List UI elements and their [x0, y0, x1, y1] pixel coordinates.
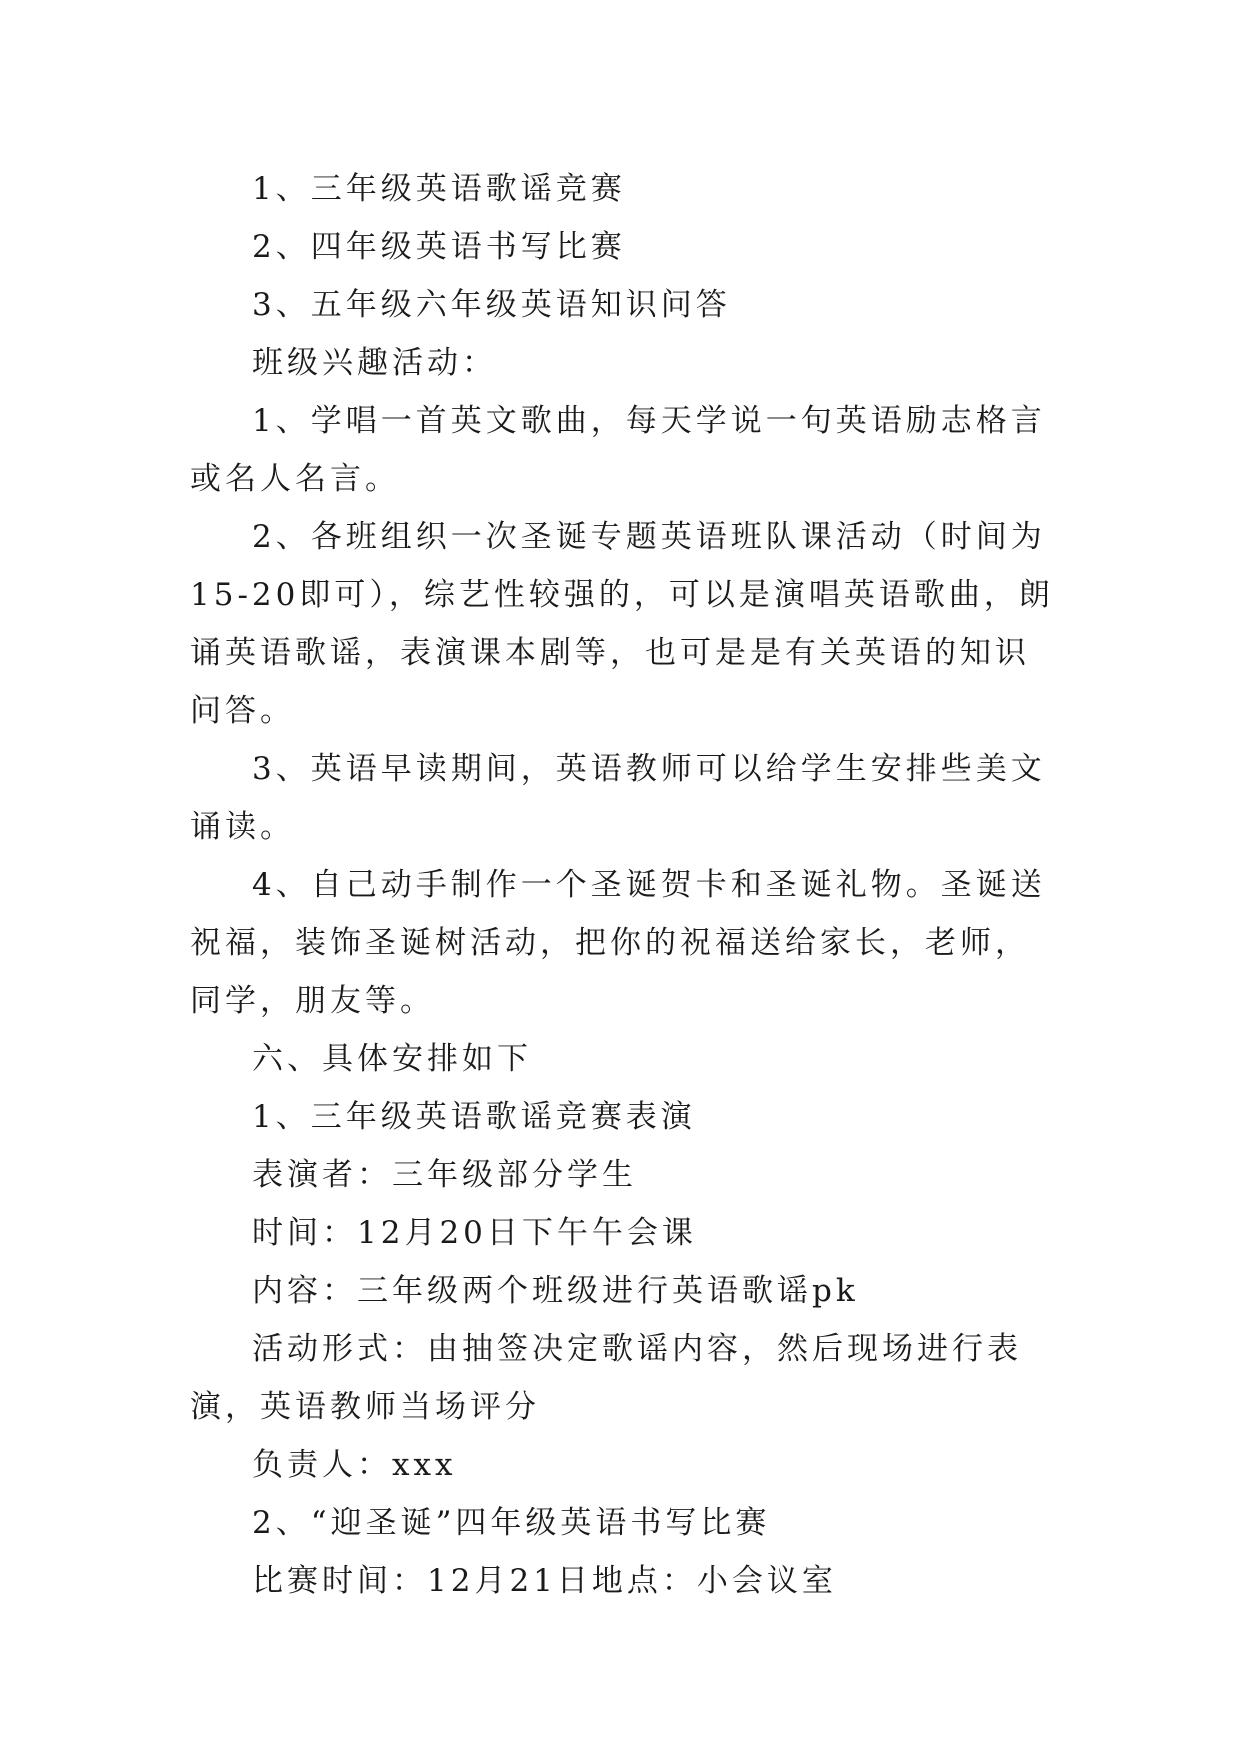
paragraph: 内容：三年级两个班级进行英语歌谣pk: [252, 1273, 859, 1309]
paragraph: 1、三年级英语歌谣竞赛表演: [252, 1099, 696, 1135]
document-body: [190, 160, 1060, 1610]
paragraph: 2、“迎圣诞”四年级英语书写比赛: [252, 1505, 771, 1541]
paragraph: 3、英语早读期间，英语教师可以给学生安排些美文诵读。: [190, 751, 1046, 845]
paragraph: 表演者：三年级部分学生: [252, 1157, 637, 1193]
section-heading: 六、具体安排如下: [252, 1041, 532, 1077]
paragraph: 负责人：xxx: [252, 1447, 457, 1483]
paragraph: 3、五年级六年级英语知识问答: [252, 287, 731, 323]
paragraph: 1、学唱一首英文歌曲，每天学说一句英语励志格言或名人名言。: [190, 403, 1046, 497]
paragraph: 比赛时间：12月21日地点：小会议室: [252, 1563, 837, 1599]
paragraph: 4、自己动手制作一个圣诞贺卡和圣诞礼物。圣诞送祝福，装饰圣诞树活动，把你的祝福送给家长，老师，同学，朋友等。: [190, 867, 1046, 1019]
paragraph: 2、各班组织一次圣诞专题英语班队课活动（时间为15-20即可），综艺性较强的，可以是演唱英语歌曲，朗诵英语歌谣，表演课本剧等，也可是是有关英语的知识问答。: [190, 519, 1054, 729]
paragraph: 时间：12月20日下午午会课: [252, 1215, 697, 1251]
paragraph: 活动形式：由抽签决定歌谣内容，然后现场进行表演，英语教师当场评分: [190, 1331, 1022, 1425]
paragraph: 班级兴趣活动：: [252, 345, 497, 381]
paragraph: 1、三年级英语歌谣竞赛: [252, 171, 626, 207]
paragraph: 2、四年级英语书写比赛: [252, 229, 626, 265]
